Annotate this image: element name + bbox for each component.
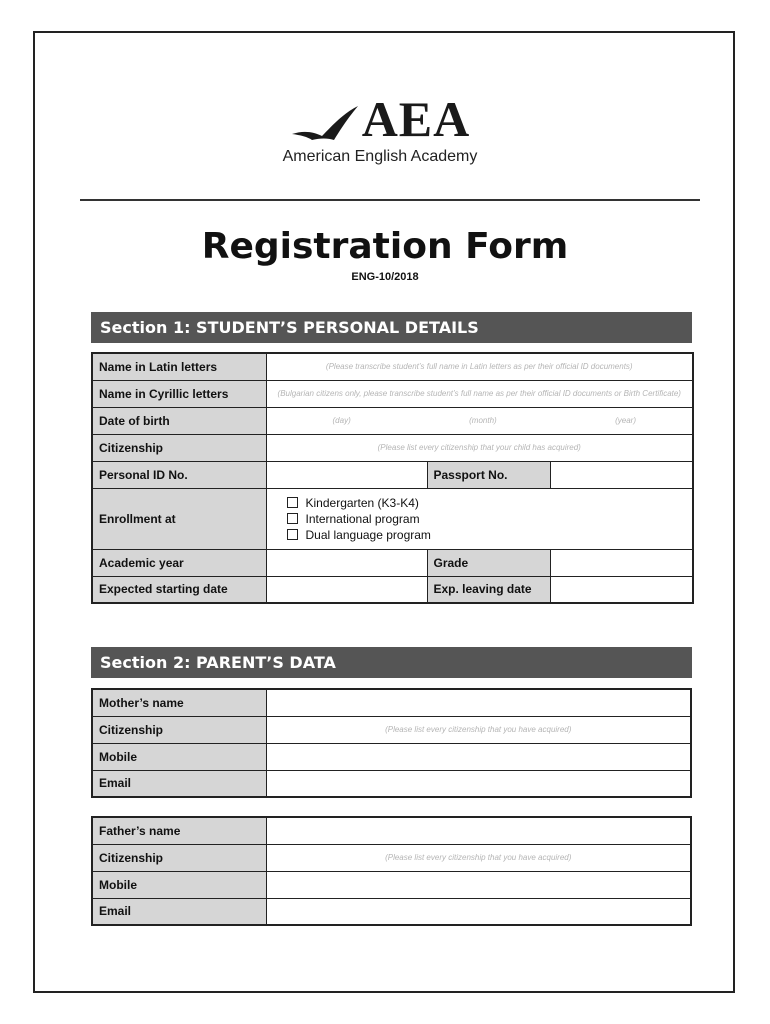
mother-mobile-label: Mobile (92, 743, 266, 770)
form-code: ENG-10/2018 (351, 271, 419, 283)
cyrillic-name-label: Name in Cyrillic letters (92, 380, 266, 407)
father-name-field[interactable] (266, 817, 691, 844)
checkbox-dual-language[interactable] (287, 529, 298, 540)
table-row (92, 817, 691, 844)
grade-field[interactable] (550, 549, 693, 576)
checkbox-kindergarten[interactable] (287, 497, 298, 508)
leave-date-field[interactable] (550, 576, 693, 603)
option-kindergarten[interactable] (287, 495, 687, 511)
table-row (92, 380, 693, 407)
enrollment-label: Enrollment at (92, 488, 266, 549)
table-row (92, 898, 691, 925)
academic-year-label: Academic year (92, 549, 266, 576)
table-row (92, 407, 693, 434)
page-title: Registration Form (201, 226, 569, 267)
option-kindergarten-label: Kindergarten (K3-K4) (305, 495, 419, 510)
option-international-label: International program (305, 511, 420, 526)
mother-name-field[interactable] (266, 689, 691, 716)
father-citizenship-hint: (Please list every citizenship that you have acquired) (385, 853, 572, 862)
dob-year-hint: (year) (615, 416, 636, 425)
header-divider (80, 199, 700, 201)
mother-name-label: Mother’s name (92, 689, 266, 716)
citizenship-hint: (Please list every citizenship that your child has acquired) (377, 443, 581, 452)
bird-logo-icon (290, 104, 360, 144)
mother-citizenship-field[interactable] (266, 716, 691, 743)
dob-field[interactable] (266, 407, 693, 434)
table-row (92, 716, 691, 743)
passport-label: Passport No. (427, 461, 550, 488)
personal-id-label: Personal ID No. (92, 461, 266, 488)
academic-year-field[interactable] (266, 549, 427, 576)
father-name-label: Father’s name (92, 817, 266, 844)
option-international[interactable] (287, 511, 687, 527)
student-details-table (91, 352, 694, 604)
start-date-label: Expected starting date (92, 576, 266, 603)
option-dual-language[interactable] (287, 527, 687, 543)
table-row (92, 689, 691, 716)
section2-heading: Section 2: PARENT’S DATA (91, 647, 692, 678)
table-row (92, 844, 691, 871)
table-row (92, 488, 693, 549)
dob-label: Date of birth (92, 407, 266, 434)
grade-label: Grade (427, 549, 550, 576)
logo-mark: AEA (361, 91, 471, 147)
latin-name-field[interactable] (266, 353, 693, 380)
mother-mobile-field[interactable] (266, 743, 691, 770)
table-row (92, 871, 691, 898)
father-email-field[interactable] (266, 898, 691, 925)
table-row (92, 434, 693, 461)
father-mobile-field[interactable] (266, 871, 691, 898)
mother-table (91, 688, 692, 798)
latin-name-hint: (Please transcribe student’s full name in Latin letters as per their official ID documents) (325, 362, 633, 372)
father-mobile-label: Mobile (92, 871, 266, 898)
dob-day-hint: (day) (332, 416, 351, 425)
father-table (91, 816, 692, 926)
leave-date-label: Exp. leaving date (427, 576, 550, 603)
cyrillic-name-field[interactable] (266, 380, 693, 407)
personal-id-field[interactable] (266, 461, 427, 488)
logo-academy-name: American English Academy (282, 148, 478, 165)
table-row (92, 576, 693, 603)
latin-name-label: Name in Latin letters (92, 353, 266, 380)
table-row (92, 743, 691, 770)
citizenship-label: Citizenship (92, 434, 266, 461)
table-row (92, 353, 693, 380)
mother-citizenship-label: Citizenship (92, 716, 266, 743)
start-date-field[interactable] (266, 576, 427, 603)
dob-month-hint: (month) (469, 416, 497, 425)
section1-heading: Section 1: STUDENT’S PERSONAL DETAILS (91, 312, 692, 343)
table-row (92, 770, 691, 797)
father-email-label: Email (92, 898, 266, 925)
passport-field[interactable] (550, 461, 693, 488)
mother-email-field[interactable] (266, 770, 691, 797)
father-citizenship-label: Citizenship (92, 844, 266, 871)
table-row (92, 461, 693, 488)
mother-citizenship-hint: (Please list every citizenship that you have acquired) (385, 725, 572, 734)
academy-logo (250, 74, 510, 166)
father-citizenship-field[interactable] (266, 844, 691, 871)
cyrillic-name-hint: (Bulgarian citizens only, please transcribe student’s full name as per their official ID documents or Birth Certificate) (277, 388, 681, 398)
citizenship-field[interactable] (266, 434, 693, 461)
enrollment-options (266, 488, 693, 549)
mother-email-label: Email (92, 770, 266, 797)
table-row (92, 549, 693, 576)
option-dual-language-label: Dual language program (305, 527, 431, 542)
checkbox-international[interactable] (287, 513, 298, 524)
